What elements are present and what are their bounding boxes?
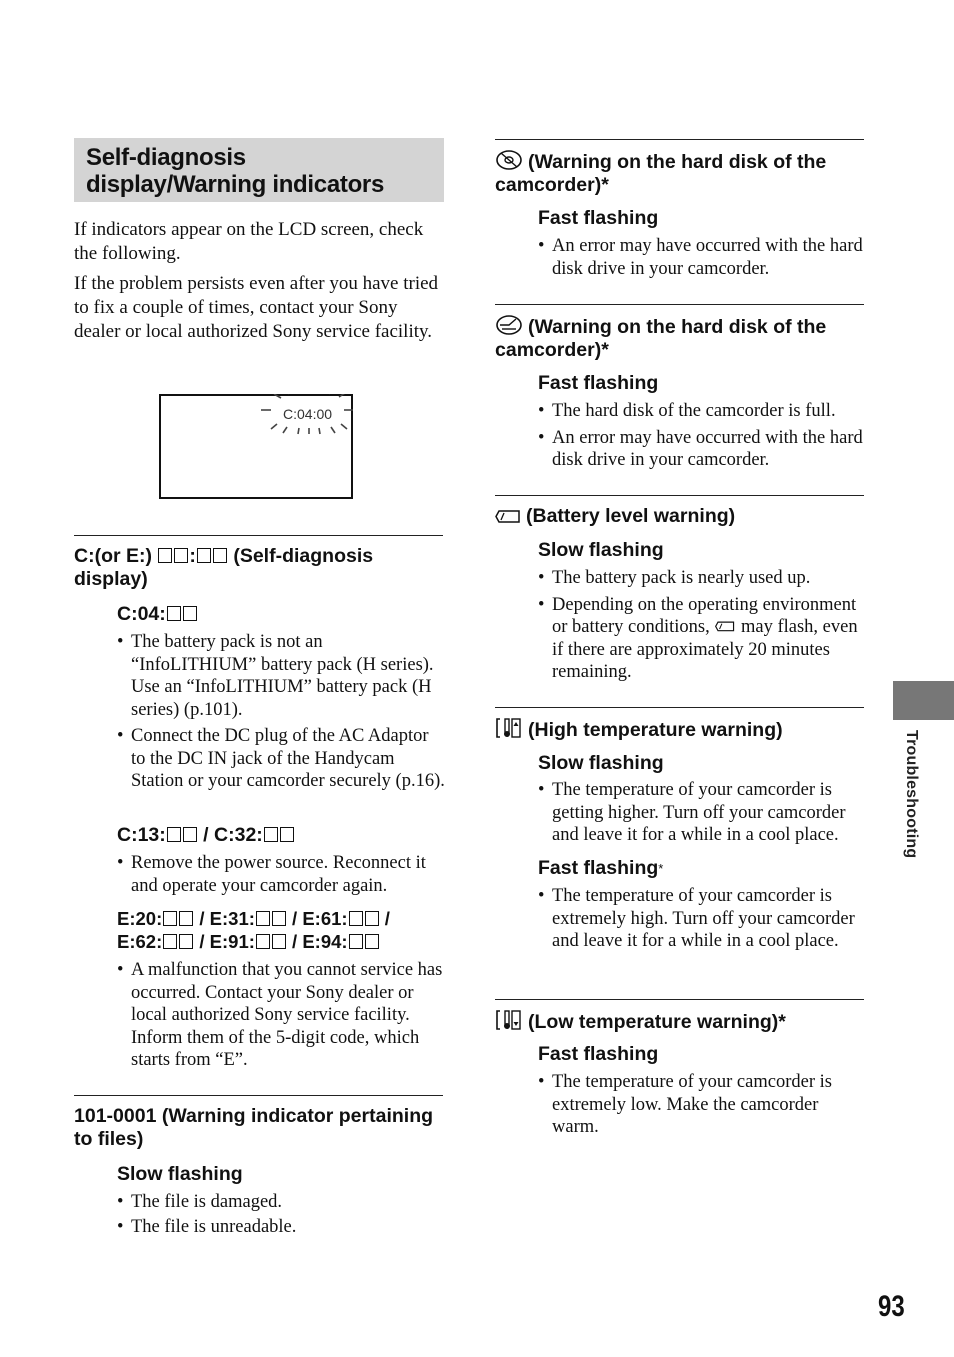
list-item: • The battery pack is nearly used up. [538,567,864,590]
lcd-screen-illustration [159,394,353,499]
list-item: • Connect the DC plug of the AC Adaptor to the DC IN jack of the Handycam Station or your camcorder securely (p.16). [117,725,447,793]
intro-paragraph-1: If indicators appear on the LCD screen, check the following. [74,219,424,264]
lcd-error-code: C:04:00 [283,406,333,422]
e-codes-bullet-list [117,959,447,1076]
hard-disk-warning-icon [495,149,523,171]
list-item: • The temperature of your camcorder is extremely low. Make the camcorder warm. [538,1071,864,1139]
list-item: • Depending on the operating environment or battery conditions, may flash, even if there are approximately 20 minutes remaining. [538,594,864,684]
divider [495,139,864,140]
e-codes-heading: E:20: / E:31: / E:61: / E:62: / E:91: / E:94: [117,908,390,952]
high-temp-slow-bullet-list [538,779,868,851]
list-item: • The temperature of your camcorder is getting higher. Turn off your camcorder and leave it for a while in a cool place. [538,779,868,847]
divider [495,707,864,708]
intro-paragraph-2: If the problem persists even after you have tried to fix a couple of times, contact your Sony dealer or local authorized Sony service facility. [74,273,439,342]
battery-warning-heading: (Battery level warning) [495,505,864,528]
list-item: • The temperature of your camcorder is extremely high. Turn off your camcorder and leave it for a while in a cool place. [538,885,864,953]
high-temp-heading: (High temperature warning) [495,717,864,742]
self-diagnosis-heading: C:(or E:) : (Self-diagnosis display) [74,545,374,590]
low-temp-bullet-list [538,1071,864,1143]
list-item: • The hard disk of the camcorder is full. [538,400,864,423]
list-item: • An error may have occurred with the hard disk drive in your camcorder. [538,427,864,472]
high-temp-fast-sub: Fast flashing* [538,857,664,879]
list-item: • The file is damaged. [117,1191,447,1214]
divider [74,1095,443,1096]
divider [495,999,864,1000]
section-title: Self-diagnosis display/Warning indicators [74,138,444,202]
hdd-full-bullet-list [538,400,864,476]
c13-bullet-list [117,852,447,901]
hdd-warning-sub: Fast flashing [538,207,659,229]
hdd-full-heading: (Warning on the hard disk of the camcorder)* [495,316,827,361]
list-item: • Remove the power source. Reconnect it and operate your camcorder again. [117,852,447,897]
list-item: • An error may have occurred with the hard disk drive in your camcorder. [538,235,864,280]
c04-bullet-list [117,631,447,797]
file-warning-heading: 101-0001 (Warning indicator pertaining to files) [74,1105,434,1150]
code-c04-heading: C:04: [117,603,198,626]
code-c13-heading: C:13: / C:32: [117,824,295,847]
high-temp-fast-bullet-list [538,885,864,957]
file-warning-bullet-list [117,1191,447,1242]
divider [495,495,864,496]
divider [495,304,864,305]
list-item: • A malfunction that you cannot service has occurred. Contact your Sony dealer or local authorized Sony service facility. Inform them of the 5-digit code, which starts from “E”. [117,959,447,1072]
hdd-warning-heading: (Warning on the hard disk of the camcorder)* [495,151,827,196]
low-temp-heading: (Low temperature warning)* [495,1009,864,1034]
list-item: • The battery pack is not an “InfoLITHIUM” battery pack (H series). Use an “InfoLITHIUM” battery pack (H series) (p.101). [117,631,447,721]
hdd-full-sub: Fast flashing [538,372,659,394]
hdd-warning-bullet-list [538,235,864,284]
low-temp-sub: Fast flashing [538,1043,659,1065]
high-temperature-icon [495,717,523,739]
battery-empty-icon [495,507,521,525]
hard-disk-full-icon [495,314,523,336]
file-warning-sub: Slow flashing [117,1163,243,1185]
page-number: 93 [878,1290,905,1323]
chapter-tab [893,681,954,720]
low-temperature-icon [495,1009,523,1031]
divider [74,535,443,536]
battery-warning-sub: Slow flashing [538,539,664,561]
high-temp-slow-sub: Slow flashing [538,752,664,774]
chapter-label: Troubleshooting [903,730,920,859]
battery-warning-bullet-list [538,567,864,688]
list-item: • The file is unreadable. [117,1216,447,1239]
battery-empty-icon [714,619,736,633]
